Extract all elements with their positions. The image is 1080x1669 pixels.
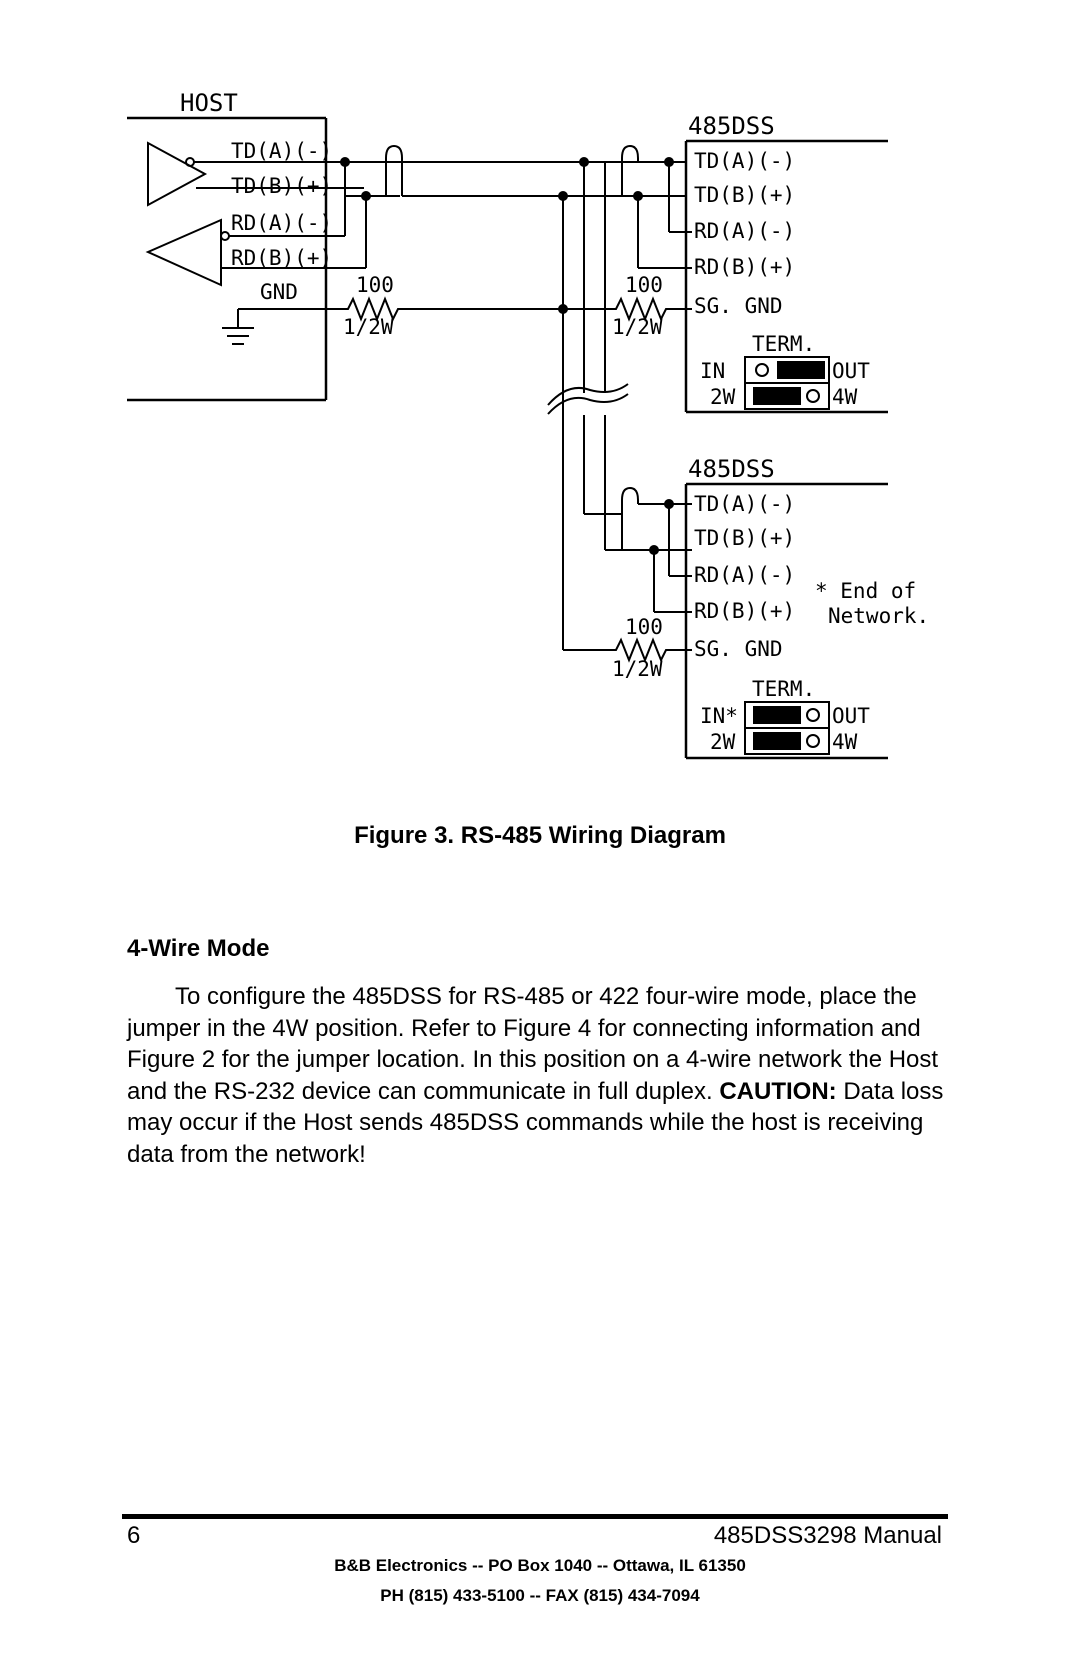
paragraph-text-b: Data loss may occur if the Host sends 485DSS commands while the host is receiving data from the network! <box>127 1077 944 1168</box>
device-2-4w-label: 4W <box>832 730 858 754</box>
device-2-out-label: OUT <box>832 704 870 728</box>
device-2-title: 485DSS <box>688 455 775 483</box>
device-1-pin-td-b: TD(B)(+) <box>694 183 796 207</box>
body-paragraph <box>127 981 947 1170</box>
line-break-mark <box>548 384 628 414</box>
device-2-pin-sg-gnd: SG. GND <box>694 637 783 661</box>
resistor-3-power: 1/2W <box>612 657 663 681</box>
section-heading: 4-Wire Mode <box>127 935 270 962</box>
device-1-pin-td-a: TD(A)(-) <box>694 149 796 173</box>
device-1-term-label: TERM. <box>752 332 816 356</box>
footer-phone: PH (815) 433-5100 -- FAX (815) 434-7094 <box>380 1586 700 1605</box>
footer-rule <box>122 1514 948 1519</box>
manual-name: 485DSS3298 Manual <box>713 1522 942 1549</box>
device-2-pin-rd-a: RD(A)(-) <box>694 563 796 587</box>
resistor-1-power: 1/2W <box>343 315 394 339</box>
resistor-3-value: 100 <box>625 615 663 639</box>
host-pin-td-b: TD(B)(+) <box>231 174 333 198</box>
device-1-4w-label: 4W <box>832 385 858 409</box>
footer-address: B&B Electronics -- PO Box 1040 -- Ottawa, IL 61350 <box>334 1556 746 1575</box>
paragraph-text-a: To configure the 485DSS for RS-485 or 422 four-wire mode, place the jumper in the 4W position. Refer to Figure 4 for connecting information and Figure 2 for the jumper location. In this position on a 4-wire network the Host and the RS-232 device can communicate in full duplex. <box>127 983 939 1105</box>
resistor-2-power: 1/2W <box>612 315 663 339</box>
device-1-pin-sg-gnd: SG. GND <box>694 294 783 318</box>
device-2-jumper <box>745 702 829 754</box>
ground-symbol <box>222 309 254 344</box>
figure-caption: Figure 3. RS-485 Wiring Diagram <box>354 822 726 849</box>
tx-driver-symbol <box>148 143 205 205</box>
device-1-in-label: IN <box>700 359 726 383</box>
device-2-pin-td-b: TD(B)(+) <box>694 526 796 550</box>
resistor-2-value: 100 <box>625 273 663 297</box>
device-2-in-label: IN* <box>700 704 738 728</box>
device-1-jumper <box>745 357 829 409</box>
wiring-diagram <box>0 0 1080 780</box>
device-2-pin-td-a: TD(A)(-) <box>694 492 796 516</box>
host-pin-rd-a: RD(A)(-) <box>231 211 333 235</box>
resistor-1-value: 100 <box>356 273 394 297</box>
device-1-pin-rd-b: RD(B)(+) <box>694 255 796 279</box>
page-number: 6 <box>127 1522 141 1549</box>
device-1-pin-rd-a: RD(A)(-) <box>694 219 796 243</box>
device-2-term-label: TERM. <box>752 677 816 701</box>
host-pin-rd-b: RD(B)(+) <box>231 246 333 270</box>
device-1-title: 485DSS <box>688 112 775 140</box>
end-of-network-note-2: Network. <box>828 604 930 628</box>
device-2-pin-rd-b: RD(B)(+) <box>694 599 796 623</box>
device-1-2w-label: 2W <box>710 385 736 409</box>
host-label: HOST <box>180 89 238 117</box>
end-of-network-note-1: * End of <box>815 579 917 603</box>
rx-driver-symbol <box>148 220 221 285</box>
host-pin-gnd: GND <box>260 280 298 304</box>
device-1-out-label: OUT <box>832 359 870 383</box>
host-pin-td-a: TD(A)(-) <box>231 139 333 163</box>
caution-label: CAUTION: <box>719 1077 837 1105</box>
device-2-2w-label: 2W <box>710 730 736 754</box>
